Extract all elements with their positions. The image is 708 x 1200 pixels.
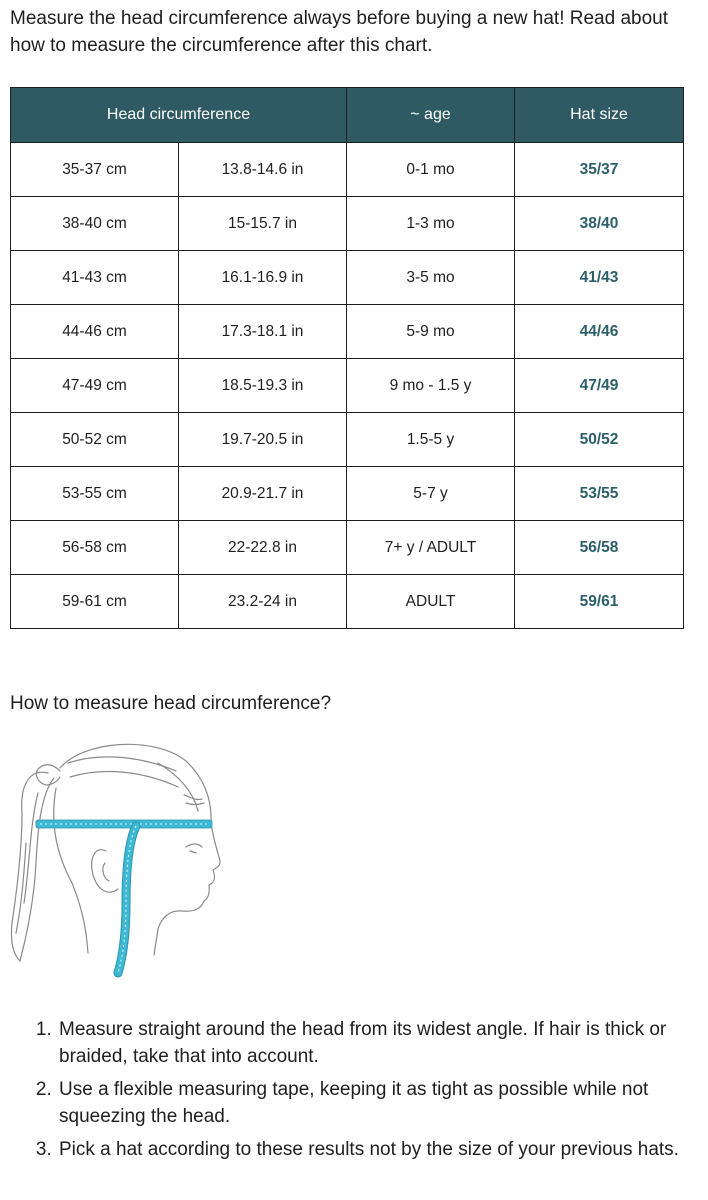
cell-cm: 35-37 cm bbox=[11, 143, 179, 197]
table-row bbox=[11, 359, 684, 413]
measure-steps-list bbox=[10, 1016, 690, 1169]
cell-hat-size: 35/37 bbox=[515, 143, 684, 197]
cell-age: 7+ y / ADULT bbox=[347, 521, 515, 575]
how-to-title: How to measure head circumference? bbox=[10, 693, 332, 714]
table-row bbox=[11, 251, 684, 305]
cell-age: 5-9 mo bbox=[347, 305, 515, 359]
cell-age: 9 mo - 1.5 y bbox=[347, 359, 515, 413]
cell-in: 19.7-20.5 in bbox=[179, 413, 347, 467]
cell-age: 0-1 mo bbox=[347, 143, 515, 197]
cell-cm: 38-40 cm bbox=[11, 197, 179, 251]
intro-text: Measure the head circumference always before buying a new hat! Read about how to measure the circumference after this chart. bbox=[10, 8, 669, 56]
table-row bbox=[11, 575, 684, 629]
table-row bbox=[11, 413, 684, 467]
cell-age: 3-5 mo bbox=[347, 251, 515, 305]
cell-hat-size: 59/61 bbox=[515, 575, 684, 629]
head-measurement-illustration bbox=[8, 733, 223, 988]
header-head-circumference: Head circumference bbox=[11, 88, 347, 143]
cell-cm: 47-49 cm bbox=[11, 359, 179, 413]
table-row bbox=[11, 143, 684, 197]
table-row bbox=[11, 521, 684, 575]
cell-age: 1-3 mo bbox=[347, 197, 515, 251]
cell-cm: 44-46 cm bbox=[11, 305, 179, 359]
header-hat-size: Hat size bbox=[515, 88, 684, 143]
cell-cm: 53-55 cm bbox=[11, 467, 179, 521]
cell-hat-size: 50/52 bbox=[515, 413, 684, 467]
cell-hat-size: 47/49 bbox=[515, 359, 684, 413]
table-row bbox=[11, 467, 684, 521]
list-item: 3. Pick a hat according to these results not by the size of your previous hats. bbox=[57, 1136, 690, 1163]
size-chart-table bbox=[10, 87, 684, 629]
table-row bbox=[11, 197, 684, 251]
table-row bbox=[11, 305, 684, 359]
cell-in: 20.9-21.7 in bbox=[179, 467, 347, 521]
cell-in: 15-15.7 in bbox=[179, 197, 347, 251]
cell-cm: 50-52 cm bbox=[11, 413, 179, 467]
cell-cm: 56-58 cm bbox=[11, 521, 179, 575]
cell-age: 1.5-5 y bbox=[347, 413, 515, 467]
cell-hat-size: 44/46 bbox=[515, 305, 684, 359]
list-item: 2. Use a flexible measuring tape, keeping it as tight as possible while not squeezing the head. bbox=[57, 1076, 690, 1130]
cell-in: 13.8-14.6 in bbox=[179, 143, 347, 197]
cell-hat-size: 38/40 bbox=[515, 197, 684, 251]
cell-in: 16.1-16.9 in bbox=[179, 251, 347, 305]
cell-hat-size: 53/55 bbox=[515, 467, 684, 521]
cell-cm: 59-61 cm bbox=[11, 575, 179, 629]
cell-hat-size: 56/58 bbox=[515, 521, 684, 575]
cell-in: 22-22.8 in bbox=[179, 521, 347, 575]
cell-in: 18.5-19.3 in bbox=[179, 359, 347, 413]
list-item: 1. Measure straight around the head from its widest angle. If hair is thick or braided, take that into account. bbox=[57, 1016, 690, 1070]
cell-age: ADULT bbox=[347, 575, 515, 629]
cell-in: 23.2-24 in bbox=[179, 575, 347, 629]
cell-in: 17.3-18.1 in bbox=[179, 305, 347, 359]
cell-hat-size: 41/43 bbox=[515, 251, 684, 305]
cell-age: 5-7 y bbox=[347, 467, 515, 521]
cell-cm: 41-43 cm bbox=[11, 251, 179, 305]
header-age: ~ age bbox=[347, 88, 515, 143]
table-header-row bbox=[11, 88, 684, 143]
